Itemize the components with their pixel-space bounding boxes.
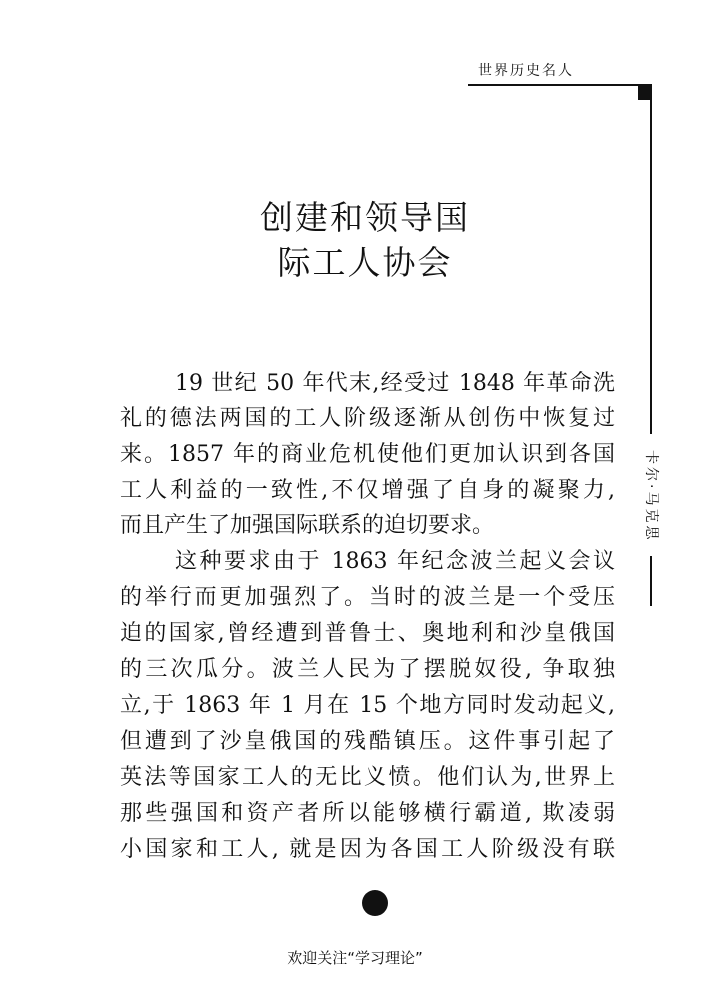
side-rule-upper bbox=[650, 98, 652, 434]
footer-note: 欢迎关注“学习理论” bbox=[287, 949, 423, 967]
body-line: 工人利益的一致性,不仅增强了自身的凝聚力, bbox=[120, 478, 615, 503]
body-line: 但遭到了沙皇俄国的残酷镇压。这件事引起了 bbox=[120, 729, 615, 754]
body-line: 迫的国家,曾经遭到普鲁士、奥地利和沙皇俄国 bbox=[120, 621, 615, 646]
side-label: 卡尔·马克思 bbox=[643, 450, 659, 543]
chapter-title-line-1: 创建和领导国 bbox=[260, 198, 470, 237]
body-line: 礼的德法两国的工人阶级逐渐从创伤中恢复过 bbox=[120, 406, 615, 431]
side-rule-lower bbox=[650, 556, 652, 606]
body-line: 的举行而更加强烈了。当时的波兰是一个受压 bbox=[120, 585, 615, 610]
header-rule bbox=[468, 84, 640, 86]
body-line: 立,于 1863 年 1 月在 15 个地方同时发动起义, bbox=[120, 693, 615, 718]
body-line: 的三次瓜分。波兰人民为了摆脱奴役, 争取独 bbox=[120, 657, 615, 682]
body-line: 小国家和工人, 就是因为各国工人阶级没有联 bbox=[120, 837, 615, 862]
body-line: 这种要求由于 1863 年纪念波兰起义会议 bbox=[175, 549, 615, 574]
running-title: 世界历史名人 bbox=[478, 63, 574, 79]
body-line: 而且产生了加强国际联系的迫切要求。 bbox=[120, 513, 495, 538]
chapter-title-line-2: 际工人协会 bbox=[277, 243, 453, 282]
body-line: 19 世纪 50 年代末,经受过 1848 年革命洗 bbox=[175, 371, 615, 396]
page-number-dot bbox=[362, 890, 388, 916]
body-line: 英法等国家工人的无比义愤。他们认为,世界上 bbox=[120, 765, 615, 790]
body-line: 来。1857 年的商业危机使他们更加认识到各国 bbox=[120, 442, 615, 467]
body-line: 那些强国和资产者所以能够横行霸道, 欺凌弱 bbox=[120, 801, 615, 826]
